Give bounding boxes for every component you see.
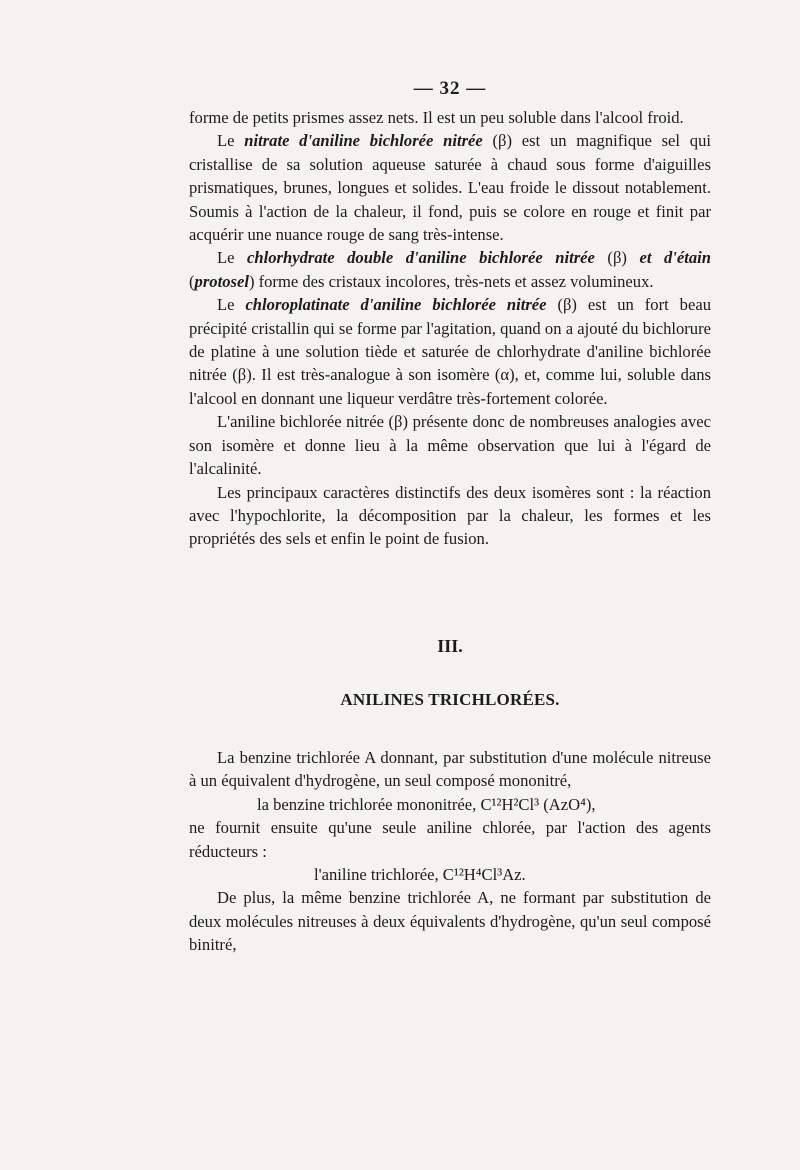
paragraph-de-plus: De plus, la même benzine trichlorée A, ne formant par substitution de deux molécules nitreuses à deux équivalents d'hydrogène, qu'un seul composé binitré, xyxy=(189,888,711,955)
text-run: ( xyxy=(189,271,195,291)
emphasized-term: et d'étain xyxy=(639,248,711,268)
text-run: Le xyxy=(217,295,246,315)
paragraph-analogies xyxy=(189,410,711,480)
text-run: (β) est un magnifique sel qui cristallise de sa solution aqueuse saturée à chaud sous forme d'aiguilles prismatiques, brunes, longues et solides. L'eau froide le dissout notablement. Soumis à l'action de la chaleur, il fond, puis se colore en rouge et finit par acquérir une nuance rouge de sang très-intense. xyxy=(189,131,711,245)
emphasized-term: protosel xyxy=(194,271,249,291)
text-run: (β) est un fort beau précipité cristallin qui se forme par l'agitation, quand on a ajouté du bichlorure de platine à une solution tiède et saturée de chlorhydrate d'aniline bichlorée nitrée (β). Il est très-analogue à son isomère (α), et, comme lui, soluble dans l'alcool en donnant une liqueur verdâtre très-fortement colorée. xyxy=(189,295,711,408)
text-run: forme de petits prismes assez nets. Il est un peu soluble dans l'alcool froid. xyxy=(189,108,684,127)
section-body-text xyxy=(189,746,711,957)
body-text xyxy=(189,106,711,551)
text-run: ) forme des cristaux incolores, très-nets et assez volumineux. xyxy=(248,271,654,291)
text-run: Les principaux caractères distinctifs des deux isomères sont : la réaction avec l'hypochlorite, la décomposition par la chaleur, les formes et les propriétés des sels et enfin le point de fusion. xyxy=(189,482,711,549)
paragraph-chloroplatinate xyxy=(189,293,711,410)
emphasized-term: nitrate d'aniline bichlorée nitrée xyxy=(244,131,483,151)
section-title: ANILINES TRICHLORÉES. xyxy=(340,690,560,709)
formula-mononitree: la benzine trichlorée mononitrée, C¹²H²Cl³ (AzO⁴), xyxy=(257,794,596,814)
paragraph-benzine-continuation: ne fournit ensuite qu'une seule aniline chlorée, par l'action des agents réducteurs : xyxy=(189,818,711,861)
text-run: (β) xyxy=(594,248,640,268)
page-number: — 32 — xyxy=(413,78,487,99)
paragraph-nitrate xyxy=(189,129,711,246)
text-run: Le xyxy=(217,131,245,151)
text-run: L'aniline bichlorée nitrée (β) présente donc de nombreuses analogies avec son isomère et donne lieu à la même observation que lui à l'égard de l'alcalinité. xyxy=(189,412,711,479)
paragraph-benzine: La benzine trichlorée A donnant, par substitution d'une molécule nitreuse à un équivalent d'hydrogène, un seul composé mononitré, xyxy=(189,748,711,791)
text-run: Le xyxy=(217,248,248,268)
emphasized-term: chlorhydrate double d'aniline bichlorée nitrée xyxy=(247,248,595,268)
paragraph-chlorhydrate xyxy=(189,246,711,293)
section-numeral: III. xyxy=(437,636,463,656)
paragraph-caracteres xyxy=(189,481,711,551)
formula-aniline-trichloree: l'aniline trichlorée, C¹²H⁴Cl³Az. xyxy=(314,865,526,885)
paragraph-1 xyxy=(189,106,711,129)
emphasized-term: chloroplatinate d'aniline bichlorée nitrée xyxy=(245,295,547,315)
